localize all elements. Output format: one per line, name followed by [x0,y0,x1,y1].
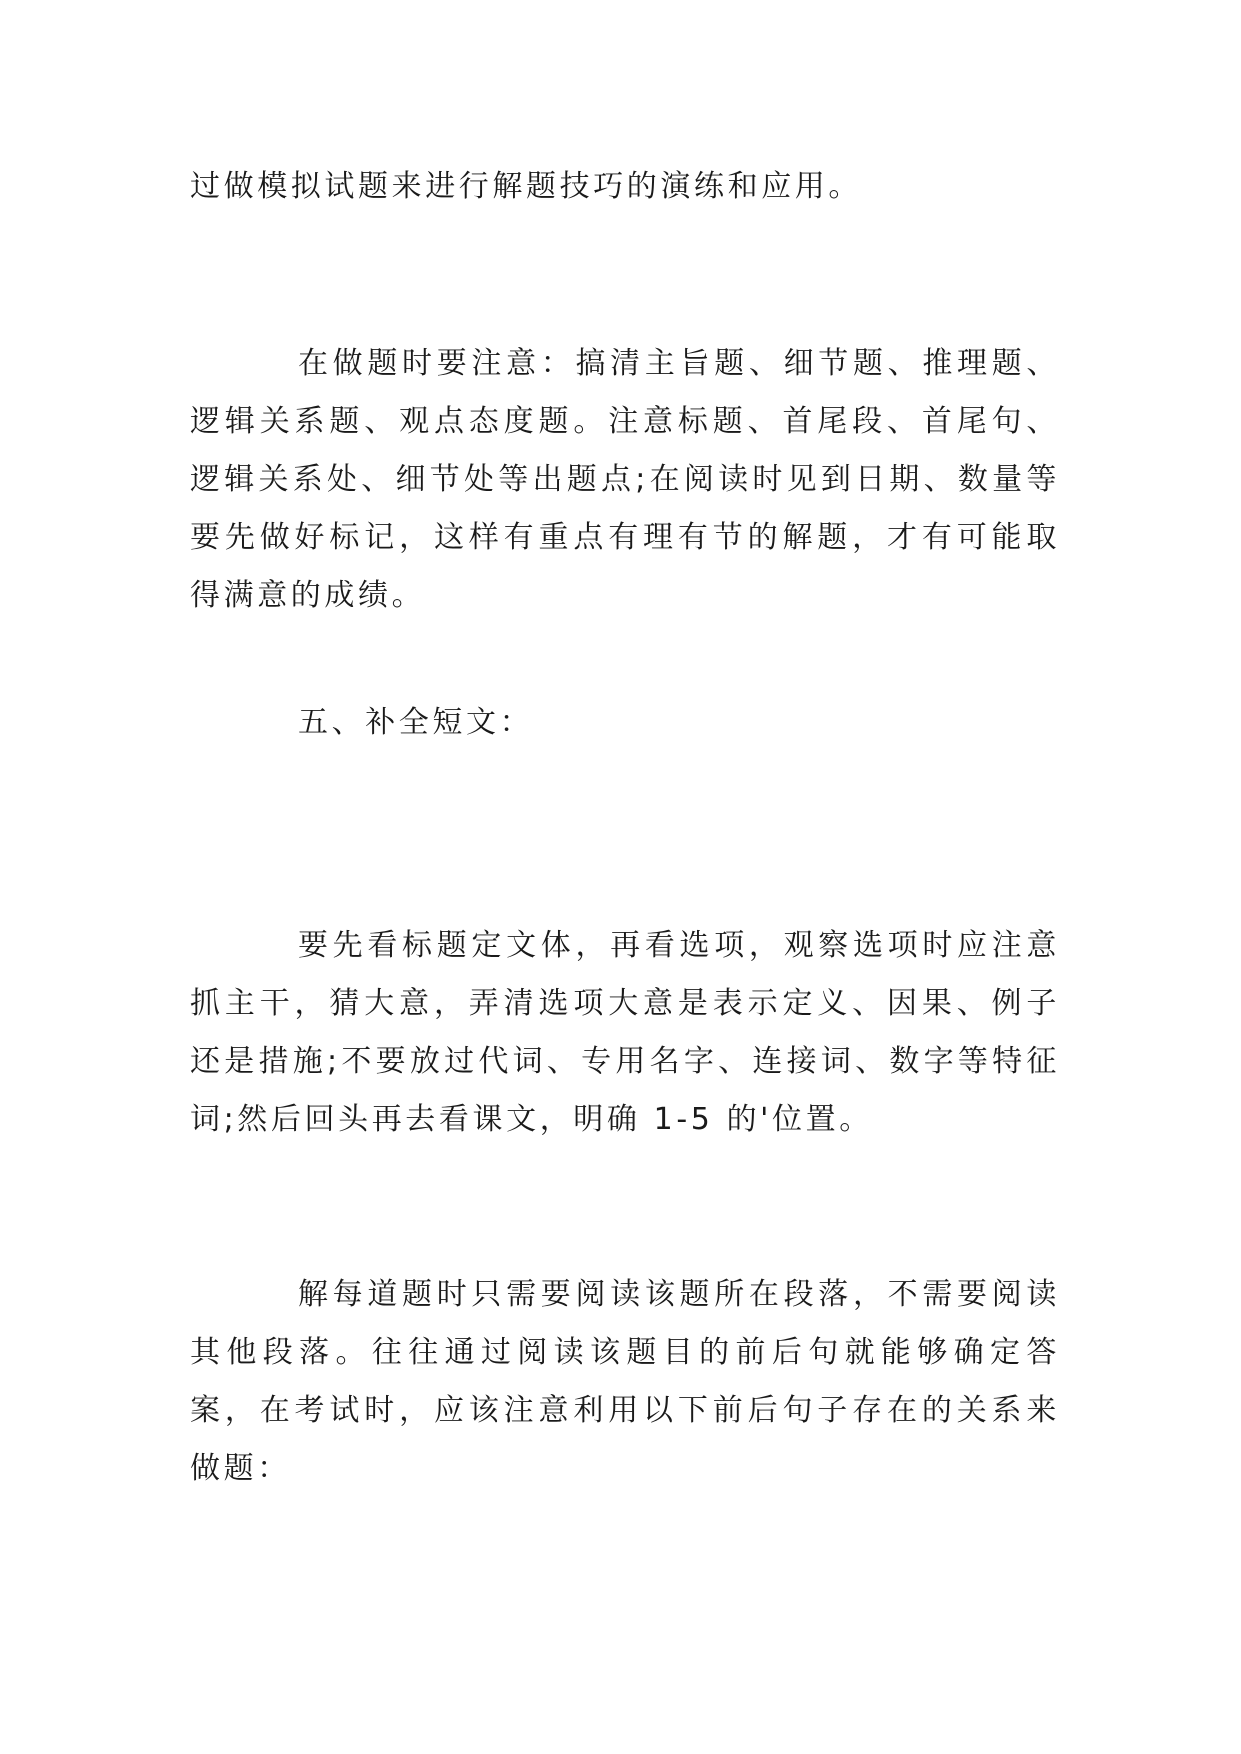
section-heading-cloze: 五、补全短文： [298,705,534,740]
paragraph-cloze-method: 要先看标题定文体，再看选项，观察选项时应注意抓主干，猜大意，弄清选项大意是表示定义、因果、例子还是措施;不要放过代词、专用名字、连接词、数字等特征词;然后回头再去看课文，明确 1-5 的'位置。 [190,928,1060,1137]
paragraph-cloze-strategy: 解每道题时只需要阅读该题所在段落，不需要阅读其他段落。往往通过阅读该题目的前后句就能够确定答案，在考试时，应该注意利用以下前后句子存在的关系来做题： [190,1277,1060,1486]
paragraph-reading-tips: 在做题时要注意：搞清主旨题、细节题、推理题、逻辑关系题、观点态度题。注意标题、首尾段、首尾句、逻辑关系处、细节处等出题点;在阅读时见到日期、数量等要先做好标记，这样有重点有理有节的解题，才有可能取得满意的成绩。 [190,346,1060,613]
paragraph-continuation: 过做模拟试题来进行解题技巧的演练和应用。 [190,169,862,204]
